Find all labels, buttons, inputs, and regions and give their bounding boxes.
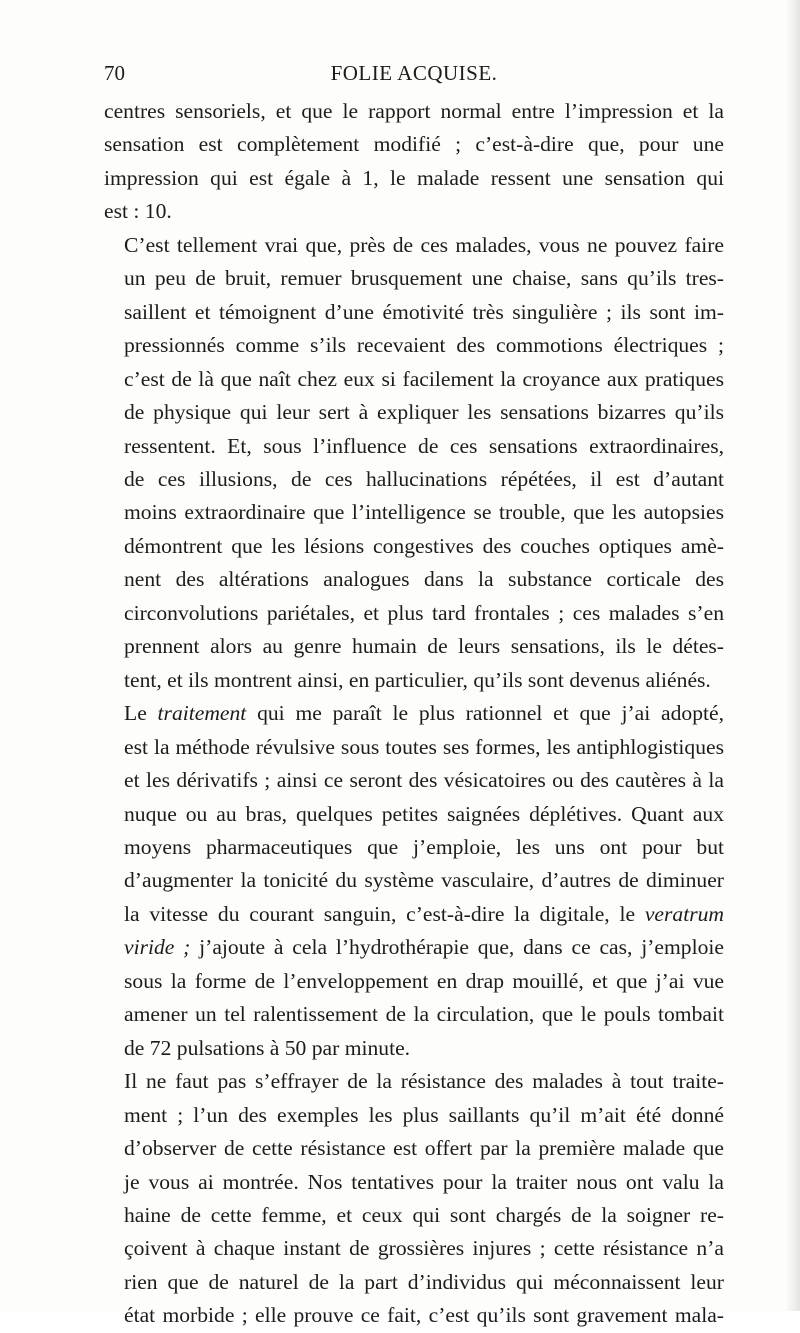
text-line: démontrent que les lésions congestives des couches optiques amè- [124, 533, 724, 558]
text-line: prennent alors au genre humain de leurs sensations, ils le détes- [124, 634, 724, 659]
text-line: un peu de bruit, remuer brusquement une chaise, sans qu’ils tres- [124, 266, 724, 291]
text-line: de ces illusions, de ces hallucinations répétées, il est d’autant [124, 466, 724, 491]
text-line: sensation est complètement modifié ; c’est-à-dire que, pour une [104, 132, 724, 157]
text-line: de 72 pulsations à 50 par minute. [124, 1035, 411, 1060]
text-line: rien que de naturel de la part d’individus qui méconnaissent leur [124, 1269, 724, 1294]
text-line: nuque ou au bras, quelques petites saignées déplétives. Quant aux [124, 801, 724, 826]
text-line: impression qui est égale à 1, le malade ressent une sensation qui [104, 165, 724, 190]
text-line: est : 10. [104, 199, 172, 224]
text-line: tent, et ils montrent ainsi, en particulier, qu’ils sont devenus aliénés. [124, 667, 711, 692]
text-line: état morbide ; elle prouve ce fait, c’est qu’ils sont gravement mala- [124, 1303, 724, 1328]
text-run: la vitesse du courant sanguin, c’est-à-dire la digitale, le [124, 901, 636, 926]
text-run: j’ajoute à cela l’hydrothérapie que, dans ce cas, j’emploie [190, 935, 724, 960]
text-line: Il ne faut pas s’effrayer de la résistance des malades à tout traite- [124, 1069, 724, 1094]
body-text [104, 95, 724, 1333]
paragraph-1 [104, 95, 724, 229]
text-line: circonvolutions pariétales, et plus tard frontales ; ces malades s’en [124, 600, 724, 625]
text-run: qui me paraît le plus rationnel et que j’ai adopté, [246, 701, 724, 726]
page-number: 70 [104, 61, 125, 85]
text-line: haine de cette femme, et ceux qui sont chargés de la soigner re- [124, 1202, 724, 1227]
page-header [104, 58, 724, 88]
text-line: çoivent à chaque instant de grossières injures ; cette résistance n’a [124, 1236, 724, 1261]
paragraph-3 [104, 697, 724, 1065]
text-line: moins extraordinaire que l’intelligence se trouble, que les autopsies [124, 500, 724, 525]
paragraph-2 [104, 229, 724, 697]
text-run: Le [124, 701, 158, 726]
text-line: amener un tel ralentissement de la circulation, que le pouls tombait [124, 1002, 724, 1027]
text-line: saillent et témoignent d’une émotivité très singulière ; ils sont im- [124, 299, 724, 324]
italic-term: traitement [157, 701, 247, 726]
italic-term: veratrum [644, 901, 724, 926]
text-line: et les dérivatifs ; ainsi ce seront des vésicatoires ou des cautères à la [124, 768, 724, 793]
text-line: ressentent. Et, sous l’influence de ces sensations extraordinaires, [124, 433, 724, 458]
text-line [104, 697, 724, 730]
italic-term: viride ; [124, 935, 191, 960]
text-line: sous la forme de l’enveloppement en drap mouillé, et que j’ai vue [124, 968, 724, 993]
text-line: moyens pharmaceutiques que j’emploie, les uns ont pour but [124, 834, 724, 859]
page-edge-shadow [786, 0, 800, 1311]
text-line: d’observer de cette résistance est offert par la première malade que [124, 1136, 724, 1161]
text-line: c’est de là que naît chez eux si facilement la croyance aux pratiques [124, 366, 724, 391]
text-line: est la méthode révulsive sous toutes ses formes, les antiphlogistiques [124, 734, 724, 759]
text-line: je vous ai montrée. Nos tentatives pour la traiter nous ont valu la [124, 1169, 724, 1194]
text-line [104, 898, 724, 931]
paragraph-4 [104, 1065, 724, 1333]
text-line: d’augmenter la tonicité du système vasculaire, d’autres de diminuer [124, 868, 724, 893]
running-title: FOLIE ACQUISE. [330, 61, 498, 85]
text-line: pressionnés comme s’ils recevaient des commotions électriques ; [124, 333, 724, 358]
text-line: ment ; l’un des exemples les plus saillants qu’il m’ait été donné [124, 1102, 724, 1127]
text-line: nent des altérations analogues dans la substance corticale des [124, 567, 724, 592]
text-line: de physique qui leur sert à expliquer les sensations bizarres qu’ils [124, 400, 724, 425]
text-line [104, 931, 724, 964]
text-line: C’est tellement vrai que, près de ces malades, vous ne pouvez faire [124, 232, 724, 257]
text-line: centres sensoriels, et que le rapport normal entre l’impression et la [104, 99, 724, 123]
